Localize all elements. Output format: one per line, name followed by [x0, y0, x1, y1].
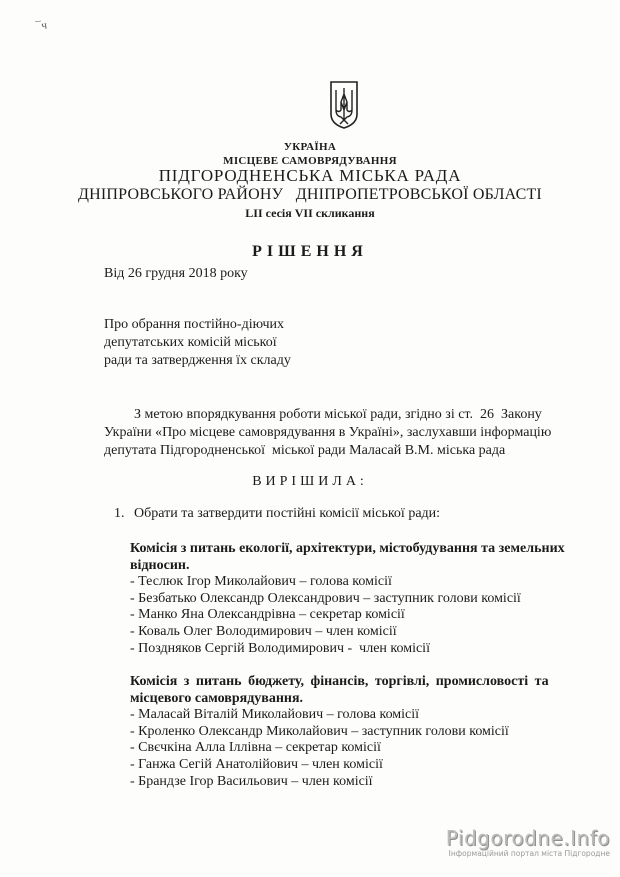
decision-subject — [104, 316, 291, 370]
preamble-line: З метою впорядкування роботи міської ради, згідно зі ст. 26 Закону — [134, 407, 542, 422]
committee-member: - Теслюк Ігор Миколайович – голова комісії — [130, 574, 392, 590]
preamble-line: депутата Підгородненської міської ради Маласай В.М. міська рада — [104, 443, 506, 458]
list-item-text: Обрати та затвердити постійні комісії міської ради: — [134, 506, 441, 521]
committee-member: - Безбатько Олександр Олександрович – заступник голови комісії — [130, 590, 521, 606]
committee-member: - Манко Яна Олександрівна – секретар комісії — [130, 607, 405, 623]
committee-member: - Брандзе Ігор Васильович – член комісії — [130, 773, 373, 789]
preamble-paragraph — [104, 406, 588, 460]
committee-member: - Ганжа Сегій Анатолійович – член комісії — [130, 756, 383, 772]
subject-line: депутатських комісій міської — [104, 335, 277, 350]
committee-title-line: Комісія з питань екології, архітектури, містобудування та земельних — [130, 541, 565, 556]
committee-title-line: відносин. — [130, 557, 190, 573]
list-item-number: 1. — [114, 506, 125, 521]
site-watermark — [410, 826, 610, 858]
watermark-main-text: Pidgorodne.Info — [445, 826, 610, 850]
subject-line: ради та затвердження їх складу — [104, 353, 291, 368]
country-heading: УКРАЇНА — [283, 141, 337, 153]
committee-budget — [130, 674, 549, 790]
committee-member: - Маласай Віталій Миколайович – голова комісії — [130, 707, 420, 723]
committee-title — [130, 541, 565, 574]
committee-title-line: Комісія з питань бюджету, фінансів, торгівлі, промисловості та — [130, 674, 549, 689]
committee-member: - Кроленко Олександр Миколайович – заступник голови комісії — [130, 723, 509, 739]
committee-title-line: місцевого самоврядування. — [130, 690, 304, 706]
session-heading: LII сесія VII скликання — [245, 206, 375, 220]
trident-coat-of-arms-icon — [328, 80, 360, 130]
committee-member: - Коваль Олег Володимирович – член комісії — [130, 623, 397, 639]
committee-member: - Свєчкіна Алла Іллівна – секретар комісії — [130, 740, 381, 756]
committee-ecology — [130, 541, 565, 657]
decision-title: РІШЕННЯ — [252, 243, 368, 260]
decision-date: Від 26 грудня 2018 року — [104, 266, 248, 281]
council-heading: ПІДГОРОДНЕНСЬКА МІСЬКА РАДА — [158, 166, 462, 185]
committee-title — [130, 674, 549, 707]
self-government-heading: МІСЦЕВЕ САМОВРЯДУВАННЯ — [223, 155, 397, 167]
committee-member: - Поздняков Сергій Володимирович - член комісії — [130, 640, 430, 656]
district-heading: ДНІПРОВСЬКОГО РАЙОНУ ДНІПРОПЕТРОВСЬКОЇ ОБЛАСТІ — [78, 186, 542, 203]
corner-handwritten-mark: ¯ч — [35, 19, 48, 33]
watermark-subtitle: Інформаційний портал міста Підгородне — [448, 849, 610, 858]
resolved-heading: ВИРІШИЛА: — [252, 474, 368, 489]
preamble-line: України «Про місцеве самоврядування в Україні», заслухавши інформацію — [104, 425, 552, 440]
subject-line: Про обрання постійно-діючих — [104, 317, 285, 332]
